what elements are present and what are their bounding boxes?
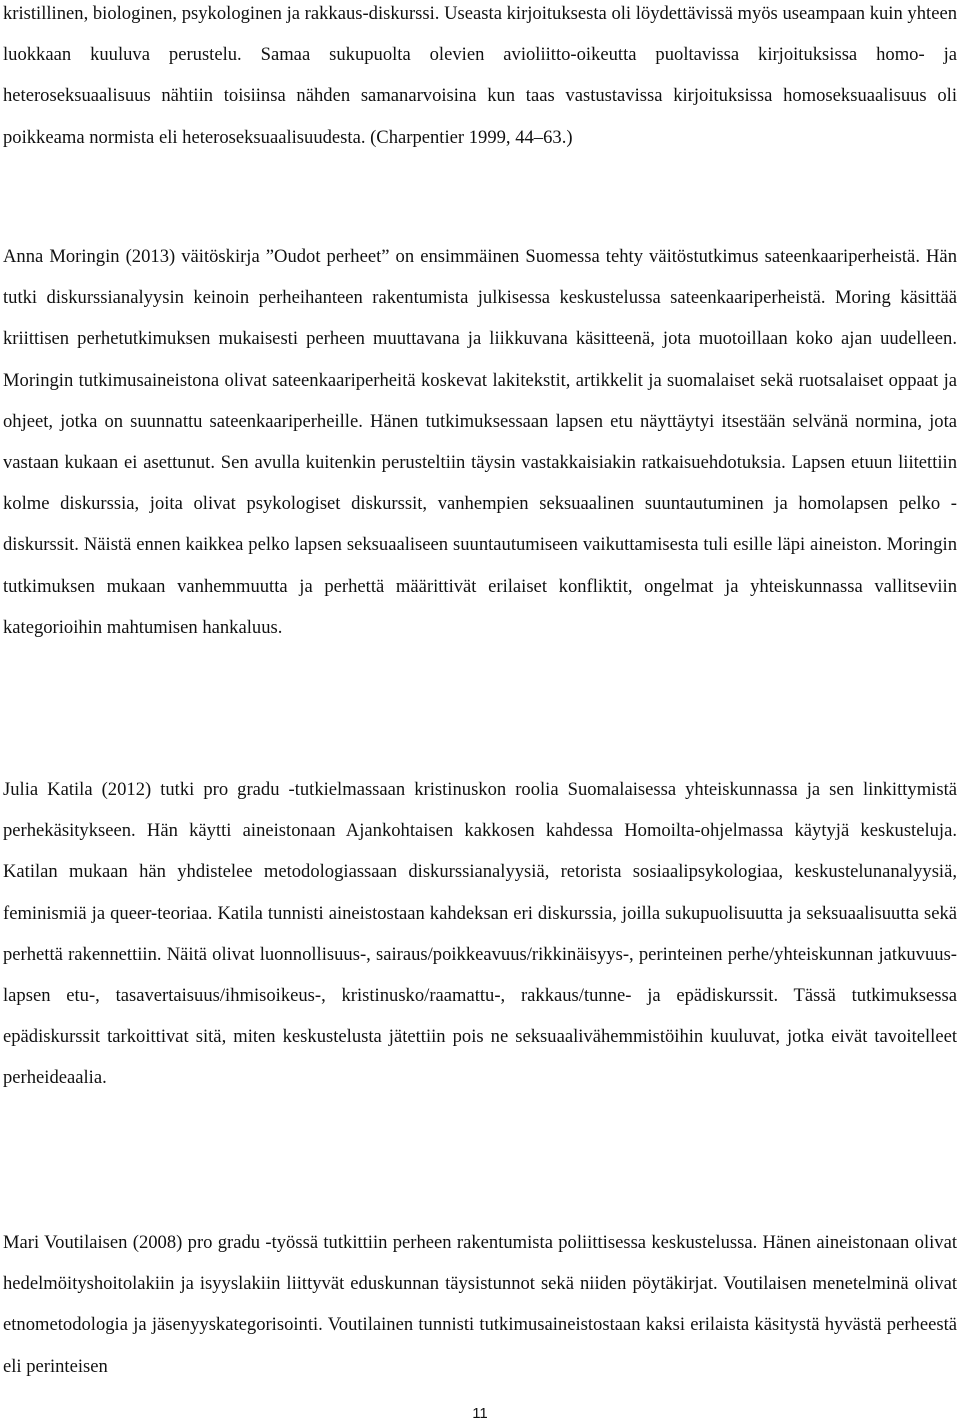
paragraph-charpentier-summary: kristillinen, biologinen, psykologinen ja rakkaus-diskurssi. Useasta kirjoituksesta oli löydettävissä myös useampaan kuin yhteen luokkaan kuuluva perustelu. Samaa sukupuolta olevien avioliitto-oikeutta puoltavissa kirjoituksissa homo- ja heteroseksuaalisuus nähtiin toisiinsa nähden samanarvoisina kun taas vastustavissa kirjoituksissa homoseksuaalisuus oli poikkeama normista eli heteroseksuaalisuudesta. (Charpentier 1999, 44–63.) [3, 3, 957, 148]
page-number: 11 [472, 1405, 488, 1422]
paragraph-voutilainen-thesis: Mari Voutilaisen (2008) pro gradu -työssä tutkittiin perheen rakentumista poliittisessa keskustelussa. Hänen aineistonaan olivat hedelmöityshoitolakiin ja isyyslakiin liittyvät eduskunnan täysistunnot sekä niiden pöytäkirjat. Voutilaisen menetelminä olivat etnometodologia ja jäsenyyskategorisointi. Voutilainen tunnisti tutkimusaineistostaan kaksi erilaista käsitystä hyvästä perheestä eli perinteisen [3, 1232, 957, 1377]
paragraph-katila-thesis: Julia Katila (2012) tutki pro gradu -tutkielmassaan kristinuskon roolia Suomalaisessa yhteiskunnassa ja sen linkittymistä perhekäsitykseen. Hän käytti aineistonaan Ajankohtaisen kakkosen kahdessa Homoilta-ohjelmassa käytyjä keskusteluja. Katilan mukaan hän yhdistelee metodologiassaan diskurssianalyysiä, retorista sosiaalipsykologiaa, keskustelunanalyysiä, feminismiä ja queer-teoriaa. Katila tunnisti aineistostaan kahdeksan eri diskurssia, joilla sukupuolisuutta ja seksuaalisuutta sekä perhettä rakennettiin. Näitä olivat luonnollisuus-, sairaus/poikkeavuus/rikkinäisyys-, perinteinen perhe/yhteiskunnan jatkuvuus- lapsen etu-, tasavertaisuus/ihmisoikeus-, kristinusko/raamattu-, rakkaus/tunne- ja epädiskurssit. Tässä tutkimuksessa epädiskurssit tarkoittivat sitä, miten keskustelusta jätettiin pois ne seksuaalivähemmistöihin kuuluvat, jotka eivät tavoitelleet perheideaalia. [3, 779, 957, 1089]
paragraph-moring-dissertation: Anna Moringin (2013) väitöskirja ”Oudot perheet” on ensimmäinen Suomessa tehty väitöstutkimus sateenkaariperheistä. Hän tutki diskurssianalyysin keinoin perheihanteen rakentumista julkisessa keskustelussa sateenkaariperheistä. Moring käsittää kriittisen perhetutkimuksen mukaisesti perheen muuttavana ja liikkuvana käsitteenä, jota muotoillaan koko ajan uudelleen. Moringin tutkimusaineistona olivat sateenkaariperheitä koskevat lakitekstit, artikkelit ja suomalaiset sekä ruotsalaiset oppaat ja ohjeet, jotka on suunnattu sateenkaariperheille. Hänen tutkimuksessaan lapsen etu näyttäytyi itsestään selvänä normina, jota vastaan kukaan ei asettunut. Sen avulla kuitenkin perusteltiin täysin vastakkaisiakin ratkaisuehdotuksia. Lapsen etuun liitettiin kolme diskurssia, joita olivat psykologiset diskurssit, vanhempien seksuaalinen suuntautuminen ja homolapsen pelko -diskurssit. Näistä ennen kaikkea pelko lapsen seksuaaliseen suuntautumiseen vaikuttamisesta tuli esille läpi aineiston. Moringin tutkimuksen mukaan vanhemmuutta ja perhettä määrittivät erilaiset konfliktit, ongelmat ja yhteiskunnassa vallitseviin kategorioihin mahtumisen hankaluus. [3, 246, 957, 638]
